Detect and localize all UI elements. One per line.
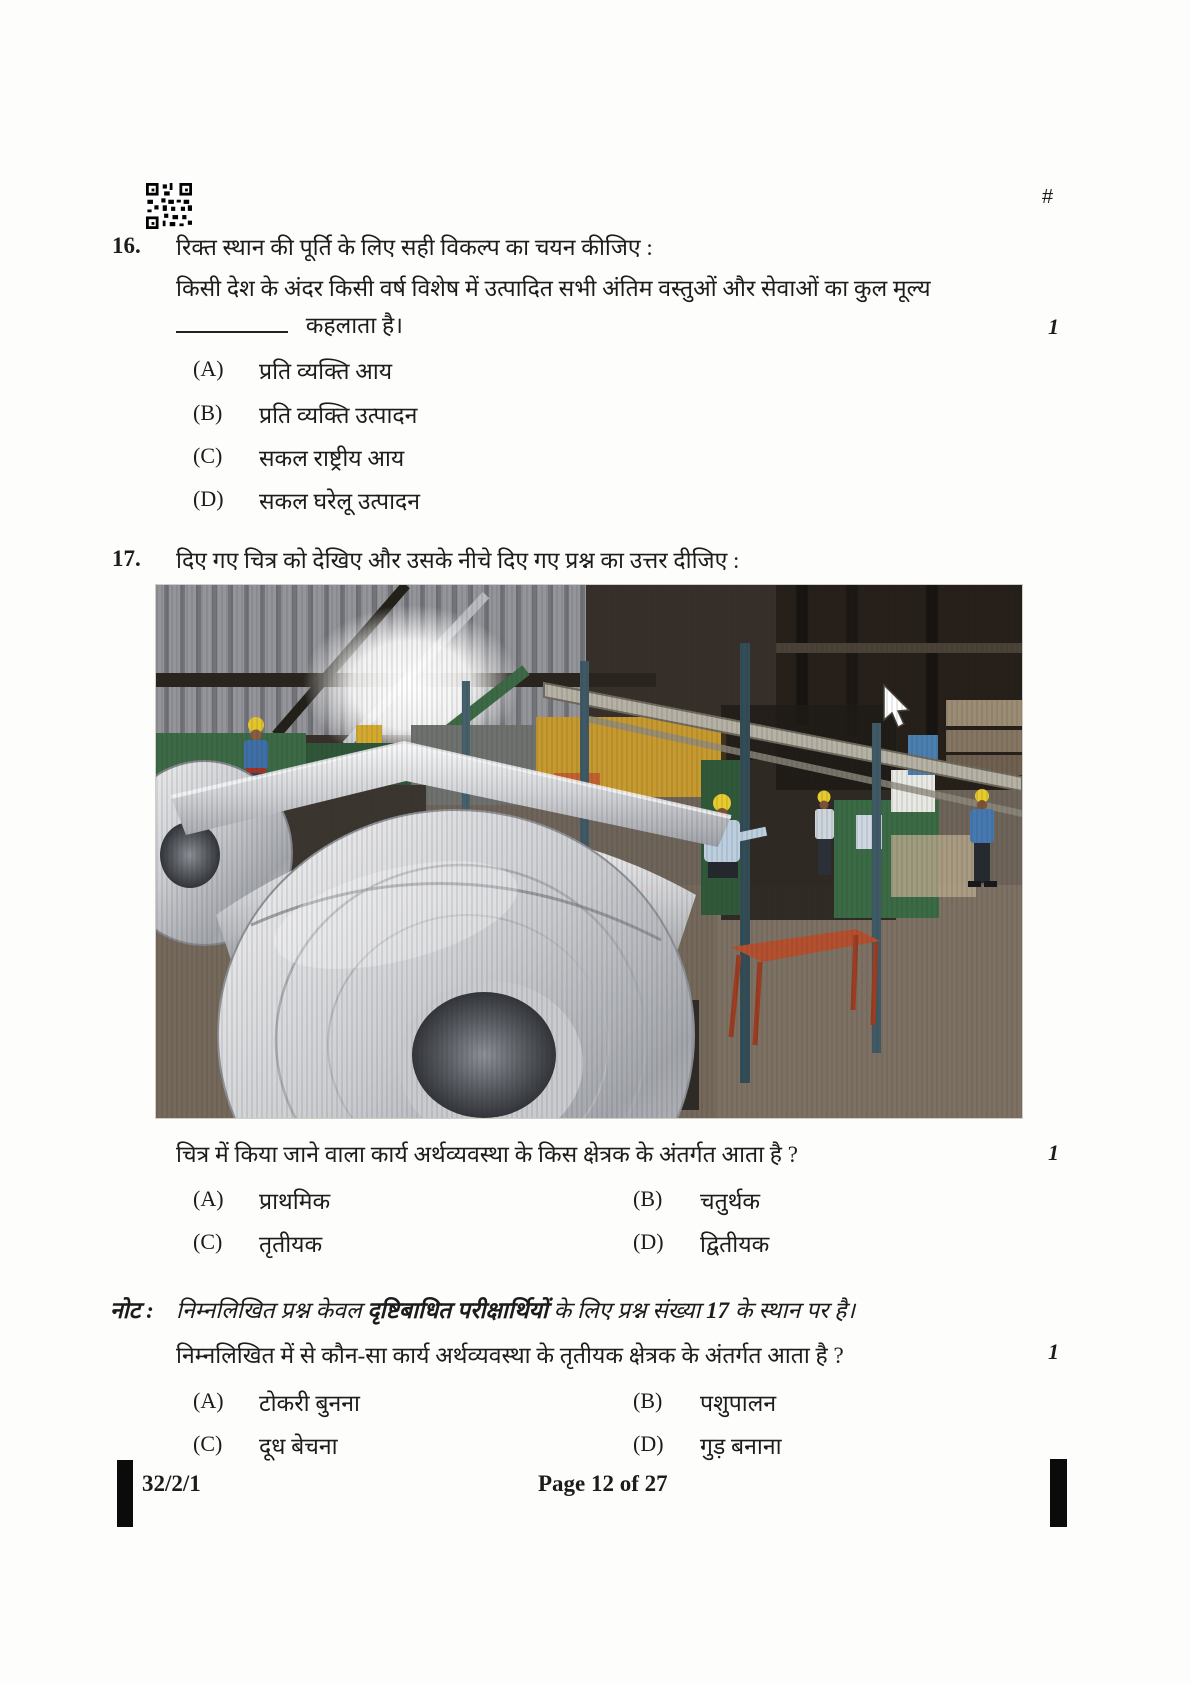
note-option-d-text: गुड़ बनाना [700,1434,782,1459]
qr-code-icon [146,183,192,229]
fill-in-blank-line [176,313,288,333]
q17-option-b-letter: (B) [633,1186,663,1211]
note-option-c-text: दूध बेचना [259,1434,338,1459]
q16-prompt: रिक्त स्थान की पूर्ति के लिए सही विकल्प का चयन कीजिए : [176,235,653,260]
q17-option-b-text: चतुर्थक [700,1189,761,1214]
q16-option-a-letter: (A) [193,356,224,381]
q16-marks: 1 [1048,314,1059,339]
q16-number: 16. [112,233,141,258]
q16-option-c-text: सकल राष्ट्रीय आय [259,446,405,471]
footer-paper-code: 32/2/1 [142,1471,201,1496]
note-option-c-letter: (C) [193,1431,223,1456]
q17-option-c-text: तृतीयक [259,1232,323,1257]
q17-option-d-text: द्वितीयक [700,1232,770,1257]
note-marks: 1 [1048,1339,1059,1364]
q16-option-d-text: सकल घरेलू उत्पादन [259,489,421,514]
q17-marks: 1 [1048,1140,1059,1165]
factory-scene [156,585,1022,1118]
note-option-d-letter: (D) [633,1431,664,1456]
q16-body: किसी देश के अंदर किसी वर्ष विशेष में उत्पादित सभी अंतिम वस्तुओं और सेवाओं का कुल मूल्य [176,276,931,301]
note-option-a-text: टोकरी बुनना [259,1391,360,1416]
q16-option-b-letter: (B) [193,400,223,425]
q16-option-b-text: प्रति व्यक्ति उत्पादन [259,403,418,428]
corner-hash-mark: # [1042,186,1054,208]
note-label: नोट : [110,1298,154,1323]
footer-left-bar [117,1460,133,1527]
q16-option-a-text: प्रति व्यक्ति आय [259,359,393,384]
note-option-a-letter: (A) [193,1388,224,1413]
q17-question: चित्र में किया जाने वाला कार्य अर्थव्यवस्था के किस क्षेत्रक के अंतर्गत आता है ? [176,1142,798,1167]
note-line1-seg1: निम्नलिखित प्रश्न केवल [176,1298,368,1323]
note-option-b-text: पशुपालन [700,1391,777,1416]
q16-blank-tail: कहलाता है। [305,313,403,338]
footer-right-bar [1050,1459,1067,1527]
q17-option-d-letter: (D) [633,1229,664,1254]
note-line1 [176,1296,1046,1327]
q17-option-a-letter: (A) [193,1186,224,1211]
q17-option-a-text: प्राथमिक [259,1189,331,1214]
q17-option-c-letter: (C) [193,1229,223,1254]
note-line1-seg5: के स्थान पर है। [729,1298,856,1323]
q17-prompt: दिए गए चित्र को देखिए और उसके नीचे दिए गए प्रश्न का उत्तर दीजिए : [176,548,740,573]
q16-blank-line [176,311,403,342]
note-option-b-letter: (B) [633,1388,663,1413]
q16-option-d-letter: (D) [193,486,224,511]
q17-number: 17. [112,546,141,571]
note-line1-seg4: 17 [706,1298,730,1323]
note-line1-seg2: दृष्टिबाधित परीक्षार्थियों [367,1298,548,1323]
footer-page-number: Page 12 of 27 [538,1471,668,1496]
q17-factory-photo [155,584,1023,1119]
q16-option-c-letter: (C) [193,443,223,468]
note-line1-seg3: के लिए प्रश्न संख्या [547,1298,707,1323]
note-question: निम्नलिखित में से कौन-सा कार्य अर्थव्यवस्था के तृतीयक क्षेत्रक के अंतर्गत आता है ? [176,1343,844,1368]
